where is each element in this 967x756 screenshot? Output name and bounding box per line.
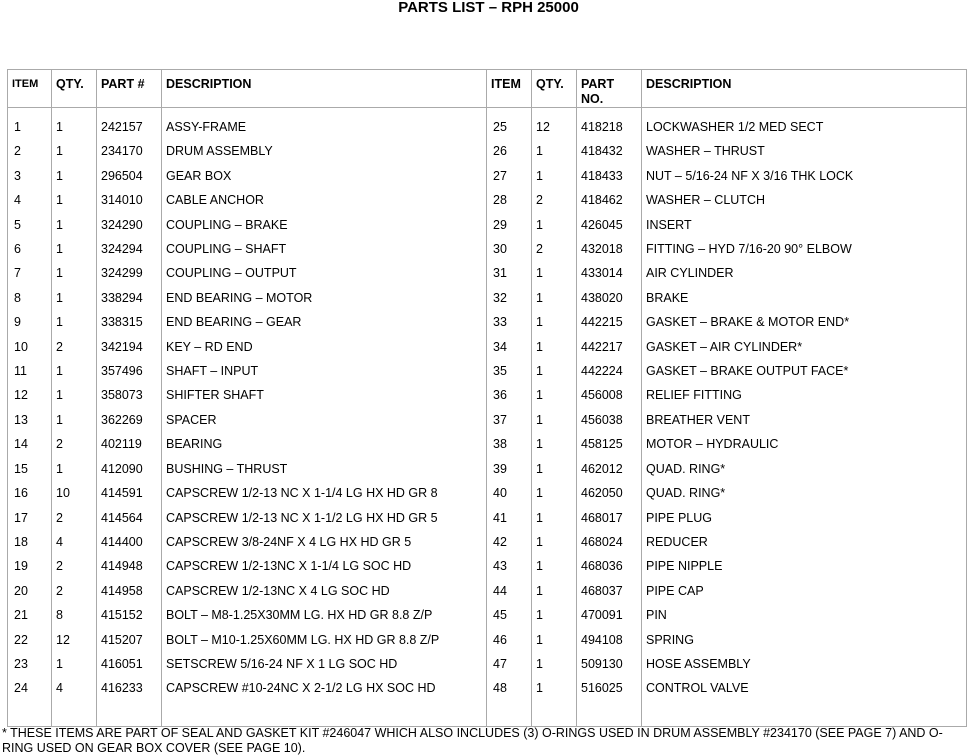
cell-item-left: 16 <box>8 481 52 505</box>
table-row <box>8 261 967 285</box>
cell-item-left: 12 <box>8 383 52 407</box>
cell-qty-left: 1 <box>52 408 97 432</box>
cell-qty-right: 1 <box>532 628 577 652</box>
table-row <box>8 310 967 334</box>
cell-qty-left: 1 <box>52 359 97 383</box>
cell-qty-right: 1 <box>532 359 577 383</box>
cell-qty-left: 1 <box>52 213 97 237</box>
cell-qty-left: 1 <box>52 383 97 407</box>
cell-qty-right: 1 <box>532 335 577 359</box>
cell-qty-right: 1 <box>532 383 577 407</box>
cell-item-right: 48 <box>487 676 532 700</box>
cell-description-left: COUPLING – BRAKE <box>162 213 487 237</box>
cell-item-left: 3 <box>8 164 52 188</box>
cell-description-right: CONTROL VALVE <box>642 676 967 700</box>
cell-item-right: 43 <box>487 554 532 578</box>
cell-qty-right: 1 <box>532 506 577 530</box>
cell-description-right: RELIEF FITTING <box>642 383 967 407</box>
table-spacer <box>8 108 967 116</box>
cell-qty-right: 1 <box>532 481 577 505</box>
cell-item-right: 46 <box>487 628 532 652</box>
column-header-qty-right: QTY. <box>532 70 577 108</box>
cell-qty-right: 2 <box>532 188 577 212</box>
cell-description-left: KEY – RD END <box>162 335 487 359</box>
cell-qty-left: 1 <box>52 139 97 163</box>
cell-item-left: 10 <box>8 335 52 359</box>
cell-item-left: 2 <box>8 139 52 163</box>
cell-qty-left: 1 <box>52 188 97 212</box>
cell-description-right: BREATHER VENT <box>642 408 967 432</box>
cell-description-right: QUAD. RING* <box>642 457 967 481</box>
cell-item-left: 5 <box>8 213 52 237</box>
cell-description-left: SPACER <box>162 408 487 432</box>
cell-item-right: 35 <box>487 359 532 383</box>
cell-description-left: SHIFTER SHAFT <box>162 383 487 407</box>
cell-description-left: BOLT – M10-1.25X60MM LG. HX HD GR 8.8 Z/P <box>162 628 487 652</box>
cell-part-number-right: 426045 <box>577 213 642 237</box>
cell-part-number-right: 418432 <box>577 139 642 163</box>
column-header-part-right: PART NO. <box>577 70 642 108</box>
cell-part-number-left: 338294 <box>97 286 162 310</box>
cell-item-right: 33 <box>487 310 532 334</box>
cell-part-number-left: 414400 <box>97 530 162 554</box>
cell-description-left: SHAFT – INPUT <box>162 359 487 383</box>
cell-qty-right: 1 <box>532 261 577 285</box>
cell-part-number-left: 358073 <box>97 383 162 407</box>
cell-qty-left: 10 <box>52 481 97 505</box>
cell-part-number-right: 470091 <box>577 603 642 627</box>
cell-description-right: PIN <box>642 603 967 627</box>
cell-qty-right: 12 <box>532 115 577 139</box>
cell-description-right: GASKET – BRAKE OUTPUT FACE* <box>642 359 967 383</box>
cell-part-number-right: 442217 <box>577 335 642 359</box>
cell-item-right: 34 <box>487 335 532 359</box>
cell-item-left: 15 <box>8 457 52 481</box>
cell-description-left: CAPSCREW 3/8-24NF X 4 LG HX HD GR 5 <box>162 530 487 554</box>
cell-qty-left: 1 <box>52 237 97 261</box>
cell-description-left: END BEARING – MOTOR <box>162 286 487 310</box>
cell-qty-right: 1 <box>532 676 577 700</box>
cell-description-right: QUAD. RING* <box>642 481 967 505</box>
cell-part-number-left: 324294 <box>97 237 162 261</box>
cell-qty-right: 1 <box>532 530 577 554</box>
cell-item-left: 20 <box>8 579 52 603</box>
cell-qty-left: 1 <box>52 261 97 285</box>
cell-part-number-right: 418218 <box>577 115 642 139</box>
cell-description-left: BOLT – M8-1.25X30MM LG. HX HD GR 8.8 Z/P <box>162 603 487 627</box>
cell-part-number-right: 468036 <box>577 554 642 578</box>
cell-description-right: PIPE CAP <box>642 579 967 603</box>
column-header-item: ITEM <box>8 70 52 108</box>
cell-description-left: CAPSCREW 1/2-13NC X 4 LG SOC HD <box>162 579 487 603</box>
footnote: * THESE ITEMS ARE PART OF SEAL AND GASKET KIT #246047 WHICH ALSO INCLUDES (3) O-RINGS USED IN DRUM ASSEMBLY #234170 (SEE PAGE 7) AND O-RING USED ON GEAR BOX COVER (SEE PAGE 10). <box>2 726 943 755</box>
cell-description-left: END BEARING – GEAR <box>162 310 487 334</box>
cell-part-number-left: 296504 <box>97 164 162 188</box>
table-row <box>8 237 967 261</box>
cell-part-number-left: 415152 <box>97 603 162 627</box>
cell-qty-right: 1 <box>532 310 577 334</box>
cell-part-number-left: 414948 <box>97 554 162 578</box>
cell-item-right: 31 <box>487 261 532 285</box>
cell-qty-right: 1 <box>532 139 577 163</box>
cell-qty-right: 1 <box>532 408 577 432</box>
cell-qty-right: 1 <box>532 554 577 578</box>
cell-part-number-left: 314010 <box>97 188 162 212</box>
cell-part-number-right: 456008 <box>577 383 642 407</box>
cell-qty-right: 1 <box>532 579 577 603</box>
cell-item-left: 9 <box>8 310 52 334</box>
cell-description-right: MOTOR – HYDRAULIC <box>642 432 967 456</box>
cell-item-right: 45 <box>487 603 532 627</box>
table-header <box>8 70 967 108</box>
cell-qty-right: 1 <box>532 164 577 188</box>
cell-item-right: 42 <box>487 530 532 554</box>
cell-part-number-left: 414564 <box>97 506 162 530</box>
cell-description-right: NUT – 5/16-24 NF X 3/16 THK LOCK <box>642 164 967 188</box>
cell-part-number-right: 442224 <box>577 359 642 383</box>
cell-description-left: CAPSCREW 1/2-13NC X 1-1/4 LG SOC HD <box>162 554 487 578</box>
cell-description-right: WASHER – THRUST <box>642 139 967 163</box>
cell-item-right: 27 <box>487 164 532 188</box>
cell-description-left: COUPLING – SHAFT <box>162 237 487 261</box>
cell-item-right: 26 <box>487 139 532 163</box>
page-title: PARTS LIST – RPH 25000 <box>398 0 579 16</box>
table-end-row <box>8 701 967 727</box>
cell-part-number-right: 462012 <box>577 457 642 481</box>
cell-description-right: BRAKE <box>642 286 967 310</box>
cell-description-right: GASKET – AIR CYLINDER* <box>642 335 967 359</box>
cell-item-left: 13 <box>8 408 52 432</box>
cell-part-number-right: 494108 <box>577 628 642 652</box>
cell-part-number-left: 416233 <box>97 676 162 700</box>
table-row <box>8 676 967 700</box>
cell-item-right: 39 <box>487 457 532 481</box>
cell-part-number-right: 468024 <box>577 530 642 554</box>
cell-qty-left: 12 <box>52 628 97 652</box>
cell-part-number-right: 418462 <box>577 188 642 212</box>
table-row <box>8 164 967 188</box>
cell-part-number-left: 342194 <box>97 335 162 359</box>
cell-part-number-left: 234170 <box>97 139 162 163</box>
cell-qty-right: 1 <box>532 286 577 310</box>
table-row <box>8 432 967 456</box>
cell-description-right: GASKET – BRAKE & MOTOR END* <box>642 310 967 334</box>
cell-qty-left: 2 <box>52 579 97 603</box>
table-row <box>8 554 967 578</box>
cell-item-left: 7 <box>8 261 52 285</box>
cell-qty-right: 1 <box>532 432 577 456</box>
cell-description-left: GEAR BOX <box>162 164 487 188</box>
cell-qty-left: 1 <box>52 115 97 139</box>
cell-description-right: PIPE NIPPLE <box>642 554 967 578</box>
cell-part-number-left: 412090 <box>97 457 162 481</box>
table-row <box>8 628 967 652</box>
cell-qty-left: 2 <box>52 335 97 359</box>
cell-item-right: 40 <box>487 481 532 505</box>
table-row <box>8 188 967 212</box>
cell-description-right: LOCKWASHER 1/2 MED SECT <box>642 115 967 139</box>
cell-part-number-left: 415207 <box>97 628 162 652</box>
column-header-qty: QTY. <box>52 70 97 108</box>
cell-item-left: 1 <box>8 115 52 139</box>
cell-description-left: COUPLING – OUTPUT <box>162 261 487 285</box>
table-row <box>8 579 967 603</box>
cell-item-right: 29 <box>487 213 532 237</box>
cell-description-right: SPRING <box>642 628 967 652</box>
cell-part-number-left: 362269 <box>97 408 162 432</box>
cell-part-number-right: 433014 <box>577 261 642 285</box>
cell-qty-left: 1 <box>52 652 97 676</box>
cell-description-right: WASHER – CLUTCH <box>642 188 967 212</box>
cell-item-right: 30 <box>487 237 532 261</box>
cell-item-right: 36 <box>487 383 532 407</box>
cell-item-right: 47 <box>487 652 532 676</box>
cell-qty-right: 1 <box>532 213 577 237</box>
cell-qty-left: 1 <box>52 286 97 310</box>
cell-qty-left: 2 <box>52 554 97 578</box>
cell-part-number-right: 456038 <box>577 408 642 432</box>
cell-part-number-left: 242157 <box>97 115 162 139</box>
cell-item-right: 44 <box>487 579 532 603</box>
table-row <box>8 383 967 407</box>
cell-part-number-right: 458125 <box>577 432 642 456</box>
cell-description-right: AIR CYLINDER <box>642 261 967 285</box>
cell-qty-left: 4 <box>52 530 97 554</box>
cell-item-left: 19 <box>8 554 52 578</box>
column-header-description: DESCRIPTION <box>162 70 487 108</box>
cell-description-left: CABLE ANCHOR <box>162 188 487 212</box>
cell-description-left: CAPSCREW #10-24NC X 2-1/2 LG HX SOC HD <box>162 676 487 700</box>
cell-item-left: 14 <box>8 432 52 456</box>
cell-item-left: 6 <box>8 237 52 261</box>
cell-qty-right: 1 <box>532 603 577 627</box>
cell-item-right: 32 <box>487 286 532 310</box>
cell-item-left: 11 <box>8 359 52 383</box>
cell-qty-left: 2 <box>52 506 97 530</box>
cell-part-number-right: 509130 <box>577 652 642 676</box>
table-row <box>8 457 967 481</box>
cell-qty-right: 1 <box>532 457 577 481</box>
cell-qty-right: 2 <box>532 237 577 261</box>
cell-item-left: 8 <box>8 286 52 310</box>
cell-item-left: 24 <box>8 676 52 700</box>
cell-item-right: 25 <box>487 115 532 139</box>
cell-part-number-left: 338315 <box>97 310 162 334</box>
cell-part-number-right: 468017 <box>577 506 642 530</box>
cell-item-right: 41 <box>487 506 532 530</box>
cell-description-left: CAPSCREW 1/2-13 NC X 1-1/2 LG HX HD GR 5 <box>162 506 487 530</box>
cell-part-number-right: 468037 <box>577 579 642 603</box>
cell-item-left: 23 <box>8 652 52 676</box>
table-row <box>8 506 967 530</box>
table-row <box>8 335 967 359</box>
cell-part-number-left: 357496 <box>97 359 162 383</box>
cell-part-number-right: 462050 <box>577 481 642 505</box>
cell-description-left: SETSCREW 5/16-24 NF X 1 LG SOC HD <box>162 652 487 676</box>
cell-part-number-left: 414591 <box>97 481 162 505</box>
cell-qty-right: 1 <box>532 652 577 676</box>
cell-qty-left: 8 <box>52 603 97 627</box>
cell-part-number-left: 416051 <box>97 652 162 676</box>
cell-qty-left: 4 <box>52 676 97 700</box>
cell-item-left: 22 <box>8 628 52 652</box>
cell-part-number-right: 438020 <box>577 286 642 310</box>
table-row <box>8 408 967 432</box>
cell-item-left: 17 <box>8 506 52 530</box>
cell-item-right: 37 <box>487 408 532 432</box>
cell-description-left: BUSHING – THRUST <box>162 457 487 481</box>
table-row <box>8 359 967 383</box>
cell-description-left: ASSY-FRAME <box>162 115 487 139</box>
table-row <box>8 652 967 676</box>
cell-part-number-right: 516025 <box>577 676 642 700</box>
cell-part-number-left: 402119 <box>97 432 162 456</box>
cell-description-right: FITTING – HYD 7/16-20 90° ELBOW <box>642 237 967 261</box>
cell-part-number-left: 324299 <box>97 261 162 285</box>
cell-part-number-right: 442215 <box>577 310 642 334</box>
cell-description-right: PIPE PLUG <box>642 506 967 530</box>
cell-description-right: HOSE ASSEMBLY <box>642 652 967 676</box>
table-row <box>8 286 967 310</box>
column-header-part: PART # <box>97 70 162 108</box>
cell-qty-left: 1 <box>52 457 97 481</box>
cell-part-number-left: 414958 <box>97 579 162 603</box>
cell-qty-left: 1 <box>52 310 97 334</box>
cell-part-number-right: 432018 <box>577 237 642 261</box>
cell-description-right: REDUCER <box>642 530 967 554</box>
cell-item-left: 21 <box>8 603 52 627</box>
cell-description-left: BEARING <box>162 432 487 456</box>
cell-item-right: 38 <box>487 432 532 456</box>
table-row <box>8 603 967 627</box>
table-row <box>8 481 967 505</box>
parts-table <box>7 69 967 727</box>
column-header-description-right: DESCRIPTION <box>642 70 967 108</box>
table-row <box>8 213 967 237</box>
cell-part-number-left: 324290 <box>97 213 162 237</box>
table-row <box>8 530 967 554</box>
cell-description-left: CAPSCREW 1/2-13 NC X 1-1/4 LG HX HD GR 8 <box>162 481 487 505</box>
column-header-item-right: ITEM <box>487 70 532 108</box>
cell-item-left: 4 <box>8 188 52 212</box>
cell-item-right: 28 <box>487 188 532 212</box>
cell-qty-left: 1 <box>52 164 97 188</box>
table-row <box>8 139 967 163</box>
cell-item-left: 18 <box>8 530 52 554</box>
cell-description-right: INSERT <box>642 213 967 237</box>
cell-qty-left: 2 <box>52 432 97 456</box>
table-row <box>8 115 967 139</box>
cell-description-left: DRUM ASSEMBLY <box>162 139 487 163</box>
table-body <box>8 108 967 727</box>
cell-part-number-right: 418433 <box>577 164 642 188</box>
